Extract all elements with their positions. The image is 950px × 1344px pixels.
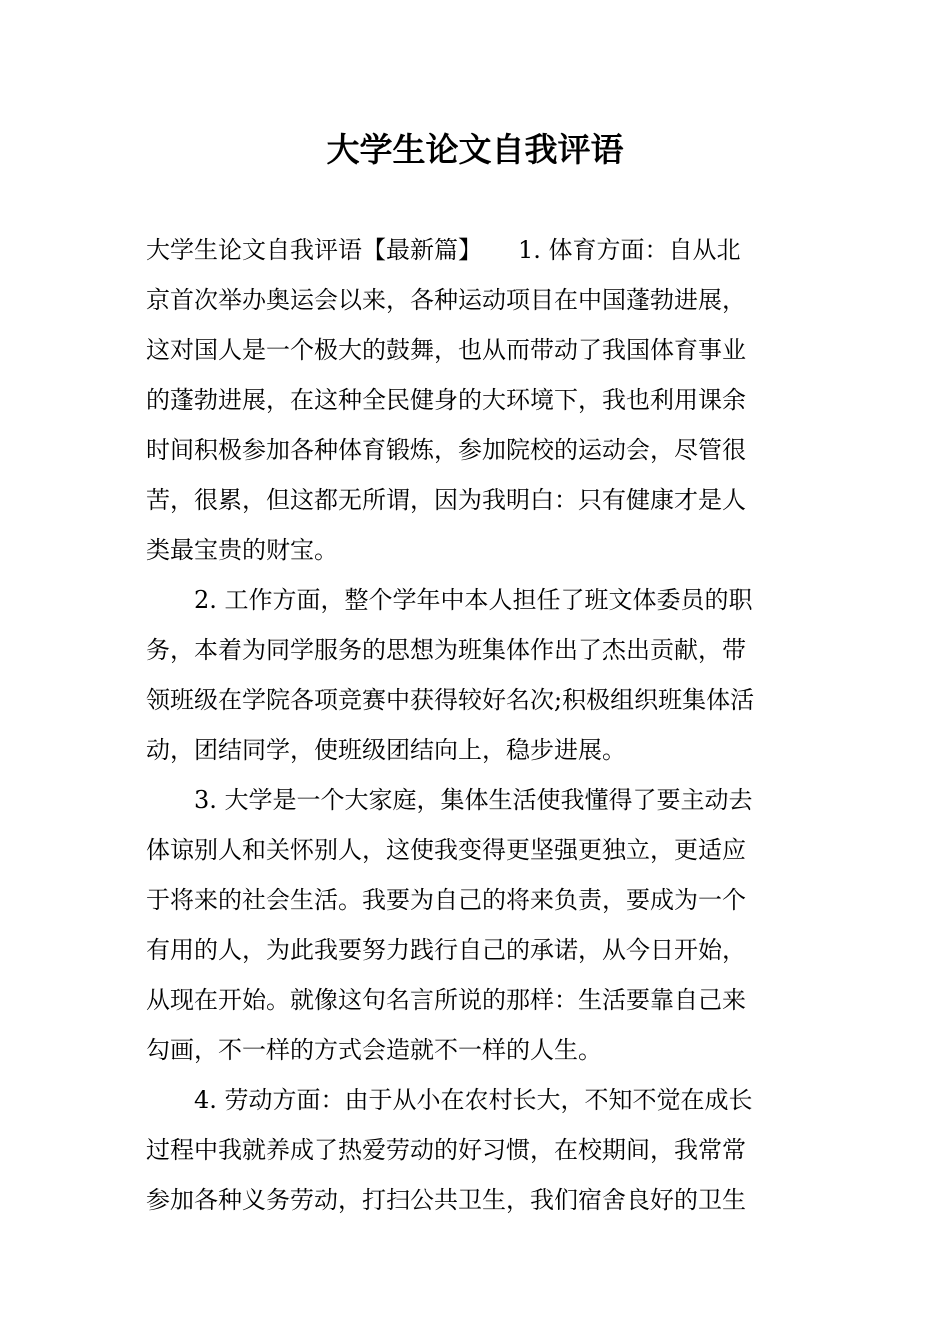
text-line: 体谅别人和关怀别人，这使我变得更坚强更独立，更适应 xyxy=(146,836,746,864)
text-line: 有用的人，为此我要努力践行自己的承诺，从今日开始， xyxy=(146,936,746,964)
text-line: 京首次举办奥运会以来，各种运动项目在中国蓬勃进展， xyxy=(146,286,746,314)
text-line: 勾画，不一样的方式会造就不一样的人生。 xyxy=(146,1036,602,1064)
text-line: 类最宝贵的财宝。 xyxy=(146,536,338,564)
text-line: 于将来的社会生活。我要为自己的将来负责，要成为一个 xyxy=(146,886,746,914)
text-line: 过程中我就养成了热爱劳动的好习惯，在校期间，我常常 xyxy=(146,1136,746,1164)
text-line: 参加各种义务劳动，打扫公共卫生，我们宿舍良好的卫生 xyxy=(146,1186,746,1214)
text-line: 4. 劳动方面：由于从小在农村长大，不知不觉在成长 xyxy=(194,1086,753,1114)
text-line: 2. 工作方面，整个学年中本人担任了班文体委员的职 xyxy=(194,586,753,614)
text-line: 动，团结同学，使班级团结向上，稳步进展。 xyxy=(146,736,626,764)
text-line: 3. 大学是一个大家庭，集体生活使我懂得了要主动去 xyxy=(194,786,753,814)
document-body xyxy=(146,225,806,1225)
text-line: 的蓬勃进展，在这种全民健身的大环境下，我也利用课余 xyxy=(146,386,746,414)
text-line: 时间积极参加各种体育锻炼，参加院校的运动会，尽管很 xyxy=(146,436,746,464)
text-line: 这对国人是一个极大的鼓舞，也从而带动了我国体育事业 xyxy=(146,336,746,364)
text-line: 务，本着为同学服务的思想为班集体作出了杰出贡献，带 xyxy=(146,636,746,664)
text-line: 苦，很累，但这都无所谓，因为我明白：只有健康才是人 xyxy=(146,486,746,514)
text-line: 领班级在学院各项竞赛中获得较好名次;积极组织班集体活 xyxy=(146,686,755,714)
document-title: 大学生论文自我评语 xyxy=(326,130,624,169)
text-line: 大学生论文自我评语【最新篇】 1. 体育方面：自从北 xyxy=(146,236,741,264)
text-line: 从现在开始。就像这句名言所说的那样：生活要靠自己来 xyxy=(146,986,746,1014)
